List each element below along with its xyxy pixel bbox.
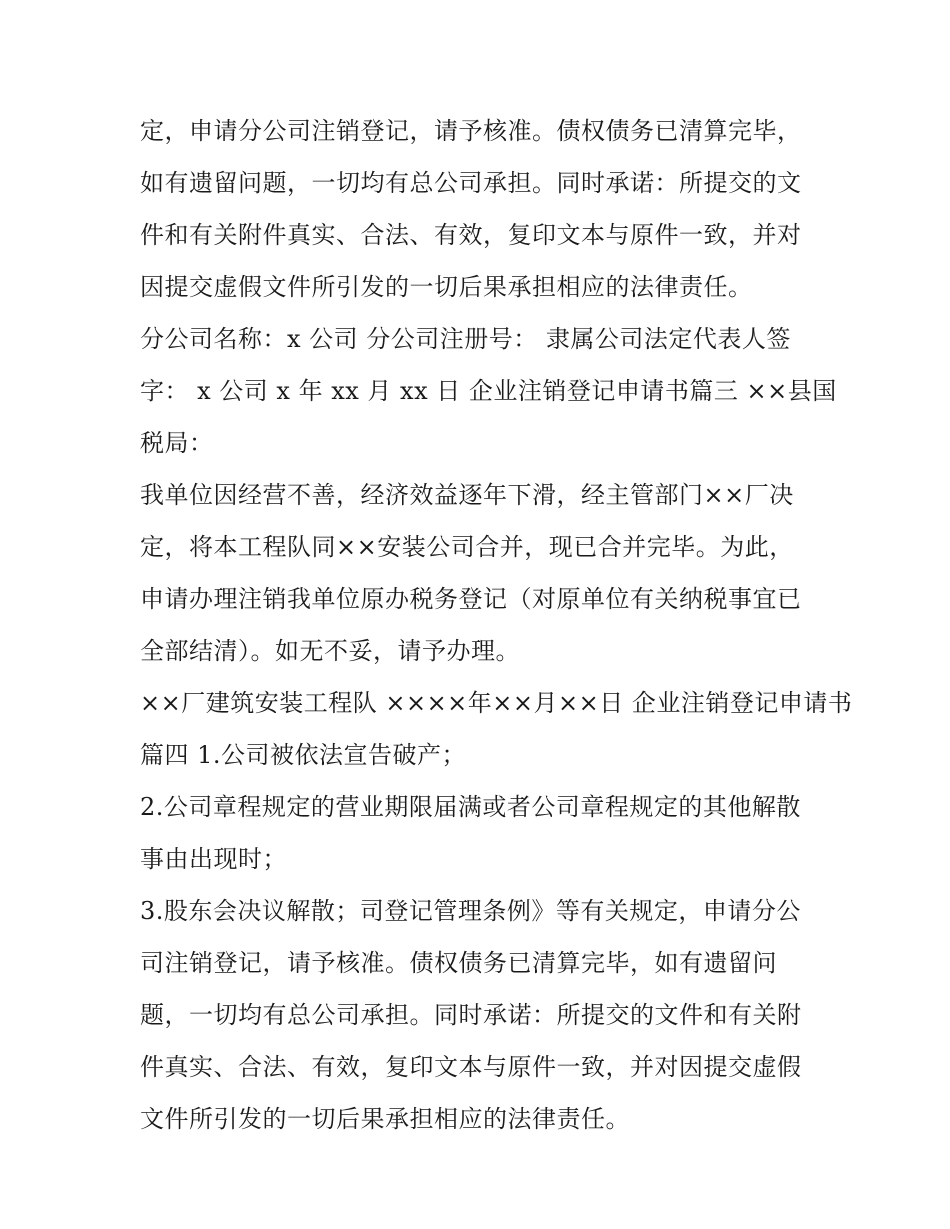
- text-line: 因提交虚假文件所引发的一切后果承担相应的法律责任。: [140, 273, 753, 301]
- text-line: ××厂建筑安装工程队 ××××年××月××日 企业注销登记申请书: [140, 689, 853, 717]
- text-line: 文件所引发的一切后果承担相应的法律责任。: [140, 1105, 630, 1133]
- text-line: 题，一切均有总公司承担。同时承诺：所提交的文件和有关附: [140, 1001, 802, 1029]
- text-line: 全部结清）。如无不妥，请予办理。: [140, 637, 520, 665]
- text-line: 定，将本工程队同××安装公司合并，现已合并完毕。为此，: [140, 533, 794, 561]
- text-line: 我单位因经营不善，经济效益逐年下滑，经主管部门××厂决: [140, 481, 794, 509]
- text-line: 3.股东会决议解散；司登记管理条例》等有关规定，申请分公: [140, 897, 801, 925]
- text-line: 司注销登记，请予核准。债权债务已清算完毕，如有遗留问: [140, 949, 777, 977]
- text-line: 事由出现时；: [140, 845, 287, 873]
- text-line: 件真实、合法、有效，复印文本与原件一致，并对因提交虚假: [140, 1053, 802, 1081]
- text-line: 税局：: [140, 429, 214, 457]
- text-line: 字： x 公司 x 年 xx 月 xx 日 企业注销登记申请书篇三 ××县国: [140, 377, 837, 405]
- text-line: 件和有关附件真实、合法、有效，复印文本与原件一致，并对: [140, 221, 802, 249]
- text-line: 定，申请分公司注销登记，请予核准。债权债务已清算完毕，: [140, 117, 802, 145]
- text-line: 2.公司章程规定的营业期限届满或者公司章程规定的其他解散: [140, 793, 801, 821]
- text-line: 分公司名称：x 公司 分公司注册号： 隶属公司法定代表人签: [140, 325, 791, 353]
- text-line: 申请办理注销我单位原办税务登记（对原单位有关纳税事宜已: [140, 585, 802, 613]
- text-line: 如有遗留问题，一切均有总公司承担。同时承诺：所提交的文: [140, 169, 802, 197]
- document-body: [140, 105, 853, 1145]
- text-line: 篇四 1.公司被依法宣告破产；: [140, 741, 467, 769]
